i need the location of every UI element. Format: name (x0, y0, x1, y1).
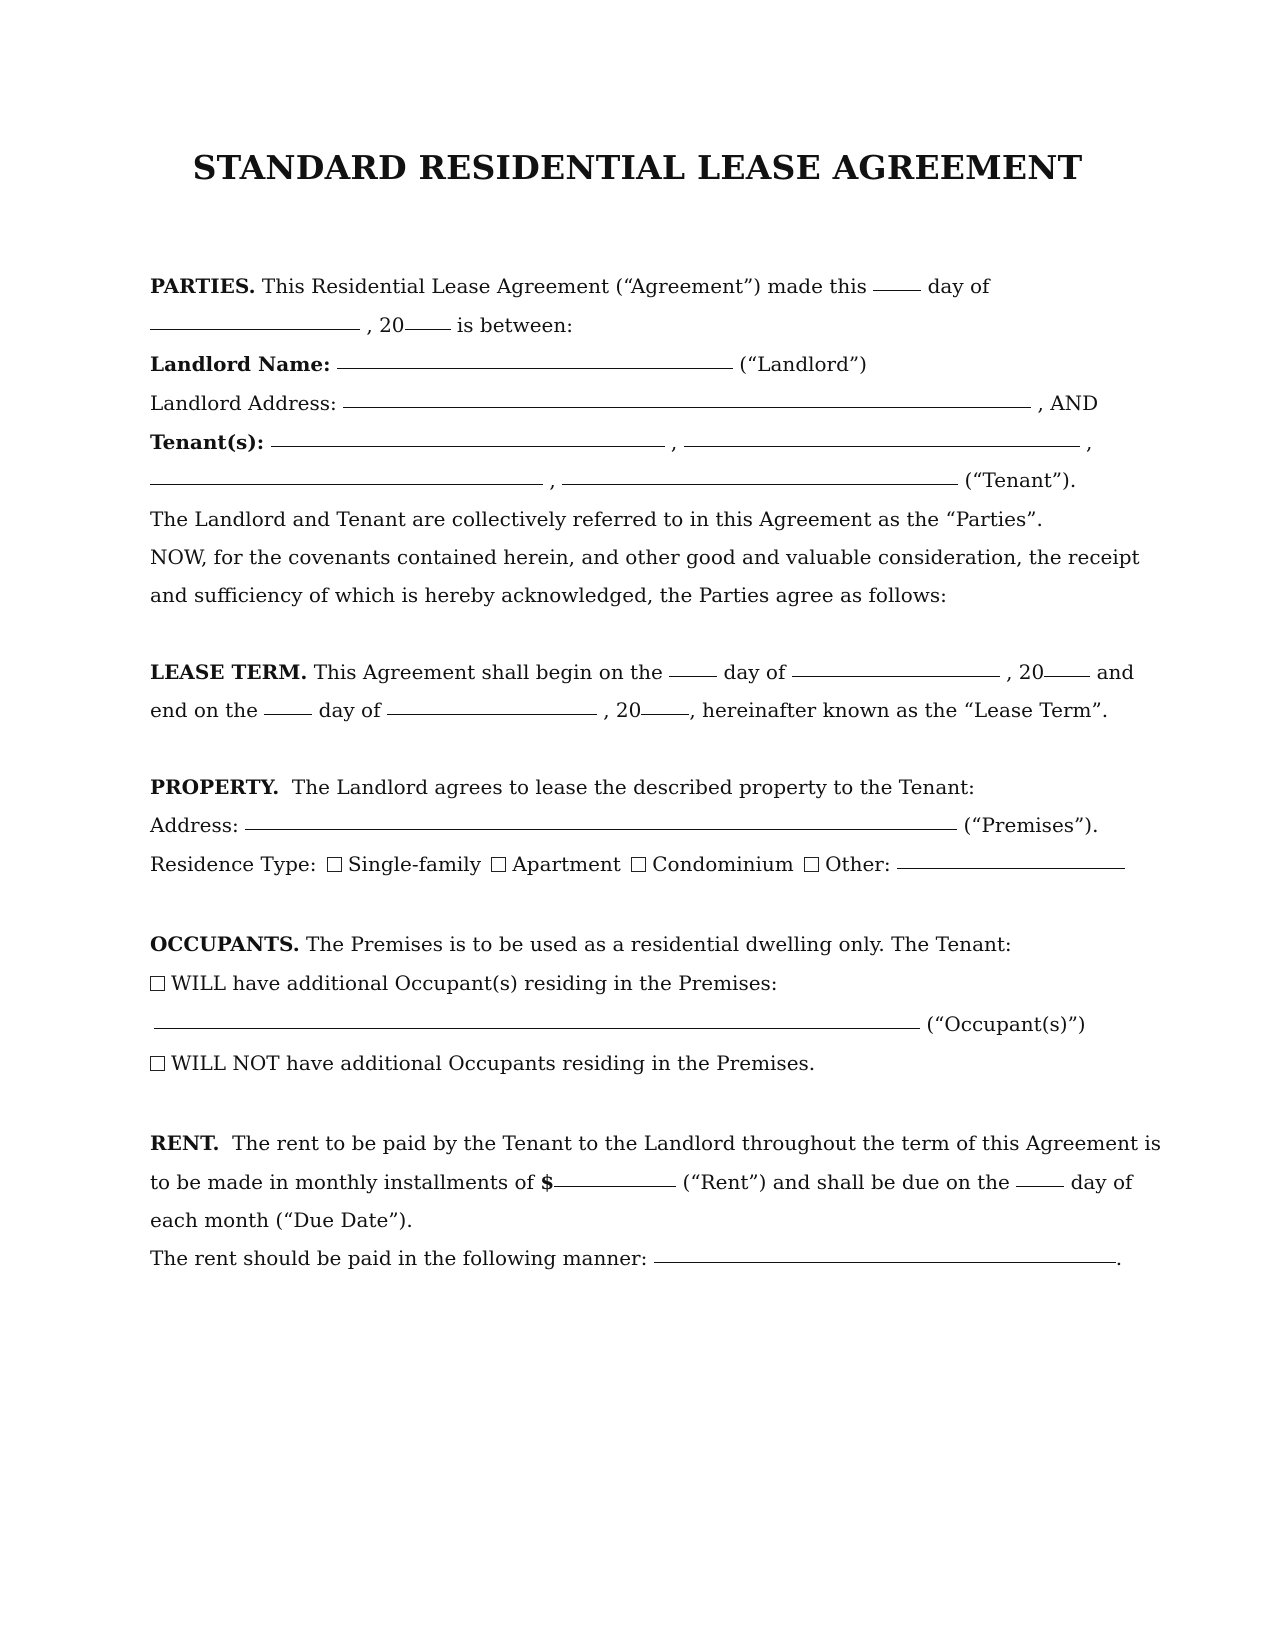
property-line-1 (150, 773, 975, 801)
landlord-name-blank[interactable] (337, 367, 733, 369)
lease-term-end-on: end on the (150, 698, 258, 722)
single-family-checkbox[interactable] (327, 857, 342, 872)
rent-day-of: day of (1070, 1170, 1133, 1194)
tenants-line-1 (150, 428, 1092, 456)
rent-amount-blank[interactable] (554, 1185, 676, 1187)
tenant-4-blank[interactable] (562, 483, 958, 485)
rent-manner-period: . (1115, 1246, 1123, 1270)
rent-installments-text: to be made in monthly installments of (150, 1170, 534, 1194)
rent-due-text: (“Rent”) and shall be due on the (682, 1170, 1010, 1194)
tenants-line-2 (150, 466, 1076, 494)
tenant-2-blank[interactable] (684, 445, 1080, 447)
start-day-blank[interactable] (669, 675, 717, 677)
rent-manner-line (150, 1244, 1122, 1272)
rent-line-2 (150, 1168, 1132, 1196)
condominium-label: Condominium (652, 852, 794, 876)
parties-heading: PARTIES. (150, 274, 256, 298)
occupants-will-not-line (150, 1049, 815, 1077)
will-not-have-occupants-checkbox[interactable] (150, 1056, 165, 1071)
other-residence-blank[interactable] (897, 867, 1125, 869)
lease-term-heading: LEASE TERM. (150, 660, 308, 684)
lease-term-and: and (1096, 660, 1135, 684)
tenant-suffix: (“Tenant”). (964, 468, 1077, 492)
end-month-blank[interactable] (387, 713, 597, 715)
agreement-year-blank[interactable] (405, 328, 451, 330)
property-address-blank[interactable] (245, 828, 957, 830)
will-not-have-occupants-label: WILL NOT have additional Occupants residing in the Premises. (171, 1051, 816, 1075)
parties-now-line-1: NOW, for the covenants contained herein, and other good and valuable consideration, the receipt (150, 545, 1140, 569)
lease-term-line-2 (150, 696, 1108, 724)
tenant-comma-3: , (549, 468, 556, 492)
occupants-suffix: (“Occupant(s)”) (926, 1012, 1086, 1036)
tenant-comma-1: , (670, 430, 678, 454)
other-checkbox[interactable] (804, 857, 819, 872)
property-address-line (150, 811, 1098, 839)
occupants-heading: OCCUPANTS. (150, 932, 300, 956)
rent-heading: RENT. (150, 1131, 220, 1155)
property-address-label: Address: (150, 813, 239, 837)
parties-day-of: day of (927, 274, 990, 298)
tenant-3-blank[interactable] (150, 483, 543, 485)
lease-term-year-2: , 20 (603, 698, 642, 722)
parties-collective-line: The Landlord and Tenant are collectively referred to in this Agreement as the “Parties”. (150, 507, 1043, 531)
rent-due-day-blank[interactable] (1016, 1185, 1064, 1187)
landlord-address-suffix: , AND (1037, 391, 1099, 415)
landlord-name-line (150, 350, 867, 378)
landlord-name-suffix: (“Landlord”) (739, 352, 867, 376)
rent-line-1 (150, 1129, 1161, 1157)
landlord-address-line (150, 389, 1098, 417)
document-title: STANDARD RESIDENTIAL LEASE AGREEMENT (192, 148, 1083, 187)
parties-year-prefix: , 20 (366, 313, 405, 337)
start-year-blank[interactable] (1044, 675, 1090, 677)
residence-type-line (150, 850, 1125, 878)
will-have-occupants-label: WILL have additional Occupant(s) residing in the Premises: (171, 971, 778, 995)
parties-line-1 (150, 272, 989, 300)
lease-term-day-of-1: day of (723, 660, 786, 684)
end-year-blank[interactable] (641, 713, 689, 715)
lease-term-day-of-2: day of (318, 698, 381, 722)
residence-type-label: Residence Type: (150, 852, 317, 876)
occupants-names-line (154, 1010, 1086, 1038)
tenant-comma-2: , (1085, 430, 1093, 454)
lease-term-year-1: , 20 (1006, 660, 1045, 684)
rent-manner-label: The rent should be paid in the following manner: (150, 1246, 648, 1270)
parties-intro-text: This Residential Lease Agreement (“Agreement”) made this (261, 274, 867, 298)
occupants-names-blank[interactable] (154, 1027, 920, 1029)
rent-manner-blank[interactable] (654, 1261, 1116, 1263)
rent-line-3: each month (“Due Date”). (150, 1208, 413, 1232)
lease-term-line-1 (150, 658, 1134, 686)
occupants-line-1 (150, 930, 1012, 958)
property-intro-text: The Landlord agrees to lease the described property to the Tenant: (291, 775, 975, 799)
end-day-blank[interactable] (264, 713, 312, 715)
lease-term-known-as: , hereinafter known as the “Lease Term”. (689, 698, 1109, 722)
agreement-day-blank[interactable] (873, 289, 921, 291)
property-address-suffix: (“Premises”). (963, 813, 1099, 837)
condominium-checkbox[interactable] (631, 857, 646, 872)
tenant-1-blank[interactable] (271, 445, 665, 447)
single-family-label: Single-family (347, 852, 481, 876)
apartment-label: Apartment (512, 852, 621, 876)
lease-term-begin-text: This Agreement shall begin on the (313, 660, 663, 684)
rent-dollar-sign: $ (540, 1170, 555, 1194)
parties-between: is between: (456, 313, 573, 337)
start-month-blank[interactable] (792, 675, 1000, 677)
agreement-month-blank[interactable] (150, 328, 360, 330)
parties-line-2 (150, 311, 573, 339)
occupants-intro-text: The Premises is to be used as a residential dwelling only. The Tenant: (306, 932, 1012, 956)
landlord-address-blank[interactable] (343, 406, 1031, 408)
tenants-label: Tenant(s): (150, 430, 265, 454)
will-have-occupants-checkbox[interactable] (150, 976, 165, 991)
other-label: Other: (825, 852, 891, 876)
apartment-checkbox[interactable] (491, 857, 506, 872)
occupants-will-line (150, 969, 778, 997)
landlord-name-label: Landlord Name: (150, 352, 331, 376)
parties-now-line-2: and sufficiency of which is hereby acknowledged, the Parties agree as follows: (150, 583, 947, 607)
landlord-address-label: Landlord Address: (150, 391, 337, 415)
property-heading: PROPERTY. (150, 775, 280, 799)
rent-intro-text: The rent to be paid by the Tenant to the Landlord throughout the term of this Agreement is (232, 1131, 1162, 1155)
